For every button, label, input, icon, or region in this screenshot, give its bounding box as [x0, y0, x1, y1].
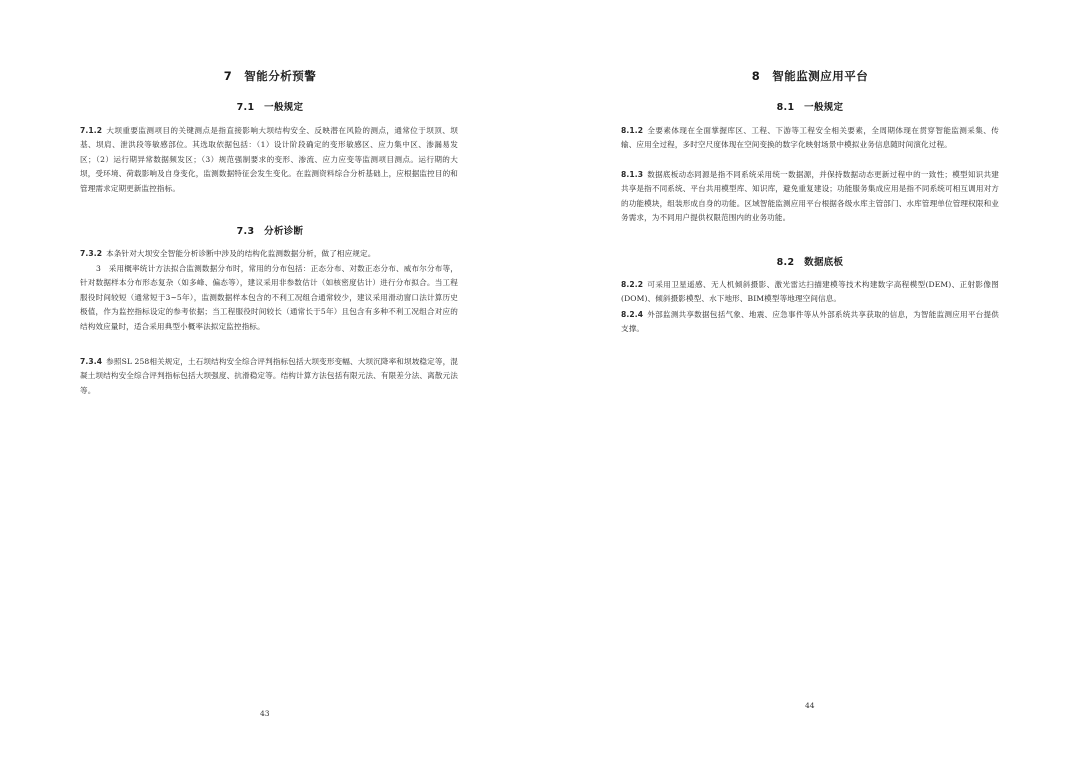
clause-7-3-4 [80, 355, 458, 398]
section-7-1-title: 7.1 一般规定 [236, 102, 304, 113]
section-8-1-title: 8.1 一般规定 [776, 102, 844, 113]
clause-8-1-2 [621, 124, 999, 153]
clause-number: 8.2.2 [621, 280, 644, 289]
section-8-2-title: 8.2 数据底板 [776, 257, 844, 268]
clause-text: 本条针对大坝安全智能分析诊断中涉及的结构化监测数据分析，做了相应规定。 [106, 249, 376, 258]
clause-text: 可采用卫星遥感、无人机倾斜摄影、激光雷达扫描建模等技术构建数字高程模型(DEM)、正射影像图(DOM)、倾斜摄影模型、水下地形、BIM模型等地理空间信息。 [621, 280, 999, 304]
clause-8-2-4 [621, 308, 999, 337]
clause-7-1-2 [80, 124, 458, 196]
page-number: 43 [260, 709, 270, 718]
clause-number: 8.1.2 [621, 126, 644, 135]
chapter-8-title: 8 智能监测应用平台 [751, 69, 869, 83]
clause-8-1-3 [621, 168, 999, 226]
clause-number: 7.3.2 [80, 249, 103, 258]
clause-text: 外部监测共享数据包括气象、地震、应急事件等从外部系统共享获取的信息，为智能监测应用平台提供支撑。 [621, 310, 999, 334]
clause-number: 8.2.4 [621, 310, 644, 319]
clause-8-2-2 [621, 278, 999, 307]
clause-7-3-2 [80, 247, 458, 261]
clause-number: 7.3.4 [80, 357, 103, 366]
clause-item-text: 3 采用概率统计方法拟合监测数据分布时，常用的分布包括：正态分布、对数正态分布、威布尔分布等，针对数据样本分布形态复杂（如多峰、偏态等），建议采用非参数估计（如核密度估计）进行分布拟合。当工程服役时间较短（通常短于3~5年），监测数据样本包含的不利工况组合通常较少，建议采用滑动窗口法计算历史极值，作为监控指标设定的参考依据；当工程服役时间较长（通常长于5年）且包含有多种不利工况组合对应的结构效应量时，适合采用典型小概率法拟定监控指标。 [80, 264, 458, 331]
clause-text: 全要素体现在全面掌握库区、工程、下游等工程安全相关要素，全周期体现在贯穿智能监测采集、传输、应用全过程，多时空尺度体现在空间变换的数字化映射场景中模拟业务信息随时间演化过程。 [621, 126, 999, 150]
right-page [540, 0, 1080, 764]
clause-text: 数据底板动态同源是指不同系统采用统一数据源，并保持数据动态更新过程中的一致性；模型知识共建共享是指不同系统、平台共用模型库、知识库，避免重复建设；功能服务集成应用是指不同系统可相互调用对方的功能模块，组装形成自身的功能。区域智能监测应用平台根据各级水库主管部门、水库管理单位管理权限和业务需求，为不同用户提供权限范围内的业务功能。 [621, 170, 999, 223]
chapter-7-title: 7 智能分析预警 [223, 69, 317, 83]
page-number: 44 [805, 701, 815, 710]
clause-number: 7.1.2 [80, 126, 103, 135]
clause-text: 参照SL 258相关规定，土石坝结构安全综合评判指标包括大坝变形变幅、大坝沉降率和坝坡稳定等，混凝土坝结构安全综合评判指标包括大坝强度、抗滑稳定等。结构计算方法包括有限元法、有限差分法、离散元法等。 [80, 357, 458, 395]
clause-number: 8.1.3 [621, 170, 644, 179]
clause-7-3-2-item-3 [80, 262, 458, 334]
section-7-3-title: 7.3 分析诊断 [236, 226, 304, 237]
clause-text: 大坝重要监测项目的关键测点是指直接影响大坝结构安全、反映潜在风险的测点，通常位于坝顶、坝基、坝肩、泄洪段等敏感部位。其选取依据包括：（1）设计阶段确定的变形敏感区、应力集中区、渗漏易发区；（2）运行期异常数据频发区；（3）规范强制要求的变形、渗流、应力应变等监测项目测点。运行期的大坝，受环境、荷载影响及自身变化，监测数据特征会发生变化。在监测资料综合分析基础上，应根据监控目的和管理需求定期更新监控指标。 [80, 126, 458, 193]
